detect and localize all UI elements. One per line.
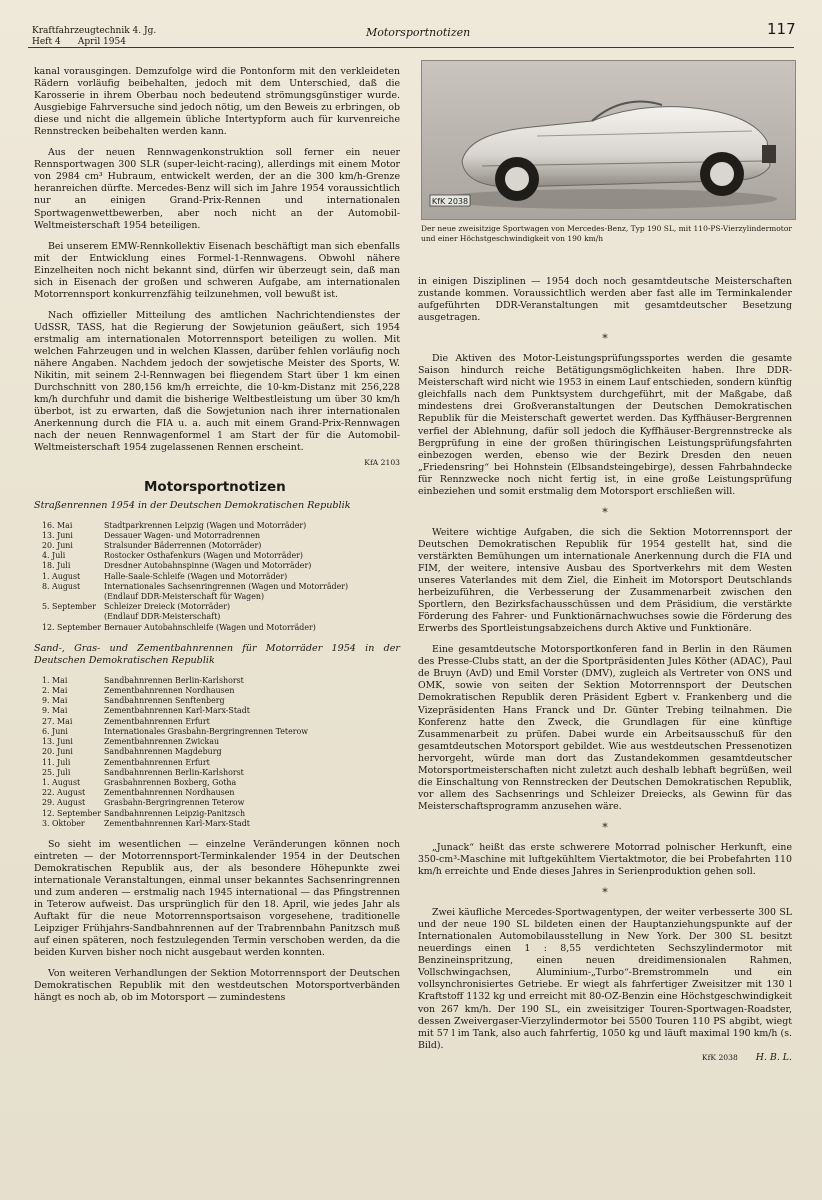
section-title: Motorsportnotizen <box>144 479 286 496</box>
schedule-row: 3. Oktober Zementbahnrennen Karl-Marx-Stadt <box>42 818 250 828</box>
track-racing-heading: Sand-, Gras- und Zementbahnrennen für Motorräder 1954 in der Deutschen Demokratischen Republik <box>34 642 400 666</box>
left-paragraph-5: So sieht im wesentlichen — einzelne Veränderungen können noch eintreten — der Motorrennsport-Terminkalender 1954 in der Deutschen Demokratischen Republik aus, der als besondere Höhepunkte zwei internationale Veranstaltungen, einmal unser bekanntes Sachsenringrennen und zum anderen — erstmalig nach 1945 international — das Pfingstrennen in Teterow aufweist. Das ursprünglich für den 18. April, wie jedes Jahr als Auftakt für die neue Motorrennsportsaison vorgesehene, traditionelle Leipziger Frühjahrs-Sandbahnrennen auf der Trabrennbahn Panitzsch muß auf einen späteren, noch festzulegenden Termin verschoben werden, da die beiden Kurven bisher noch nicht ausgebaut werden konnten. <box>34 838 400 959</box>
schedule-row: 20. Juni Sandbahnrennen Magdeburg <box>42 747 222 757</box>
schedule-row: (Endlauf DDR-Meisterschaft für Wagen) <box>104 591 265 601</box>
separator-asterisk: * <box>602 505 608 519</box>
schedule-row: 27. Mai Zementbahnrennen Erfurt <box>42 716 210 726</box>
schedule-row: 18. Juli Dresdner Autobahnspinne (Wagen und Motorräder) <box>42 561 312 571</box>
right-column <box>418 276 792 1064</box>
schedule-row: 4. Juli Rostocker Osthafenkurs (Wagen und Motorräder) <box>42 551 303 561</box>
journal-info <box>32 26 156 48</box>
left-column <box>34 66 400 1014</box>
right-paragraph-2: Die Aktiven des Motor-Leistungsprüfungssportes werden die gesamte Saison hindurch reiche Betätigungsmöglichkeiten haben. Ihre DDR-Meisterschaft wird nicht wie 1953 in einem Lauf entschieden, sondern künftig gleichfalls nach dem Punktsystem durchgeführt, mit der Maßgabe, daß mindestens drei Großveranstaltungen der Deutschen Demokratischen Republik für die Meisterschaft gewertet werden. Das Kyffhäuser-Bergrennen verfiel der Ablehnung, dafür soll jedoch die Kyffhäuser-Bergrennstrecke als Bergprüfung in eine der großen thüringischen Leistungsprüfungsfahrten einbezogen werden, ebenso wie der Bezirk Dresden den neuen „Friedensring“ bei Hohnstein (Elbsandsteingebirge), dessen Fahrbahndecke für Rennzwecke noch nicht fertig ist, in eine große Leistungsprüfung einbeziehen und somit erstmalig dem Motorsport erschließen will. <box>418 353 793 497</box>
schedule-row: 25. Juli Sandbahnrennen Berlin-Karlshorst <box>42 767 244 777</box>
schedule-row: 11. Juli Zementbahnrennen Erfurt <box>42 757 210 767</box>
separator-asterisk: * <box>602 886 608 900</box>
schedule-row: (Endlauf DDR-Meisterschaft) <box>104 612 221 622</box>
left-paragraph-1: kanal vorausgingen. Demzufolge wird die Pontonform mit den verkleideten Rädern vorläufig beibehalten, jedoch mit dem Unterschied, daß die Karosserie in ihrem Oberbau noch bedeutend strömungsgünstiger wurde. Ausgiebige Fahrversuche sind jedoch nötig, um den Beweis zu erbringen, ob diese und nicht die allgemein übliche Intertypform auch für kurvenreiche Rennstrecken beibehalten werden kann. <box>34 66 400 138</box>
schedule-row: 12. September Sandbahnrennen Leipzig-Panitzsch <box>42 808 246 818</box>
schedule-row: 13. Juni Dessauer Wagen- und Motorradrennen <box>42 530 261 540</box>
running-head: Motorsportnotizen <box>366 26 471 39</box>
road-racing-heading: Straßenrennen 1954 in der Deutschen Demokratischen Republik <box>34 499 351 511</box>
left-paragraph-2: Aus der neuen Rennwagenkonstruktion soll ferner ein neuer Rennsportwagen 300 SLR (super-leicht-racing), allerdings mit einem Motor von 2984 cm³ Hubraum, entwickelt werden, der an die 300 km/h-Grenze heranreichen dürfte. Mercedes-Benz will sich im Jahre 1954 voraussichtlich nur an einigen Grand-Prix-Rennen und internationalen Sportwagenwettbewerben, aber noch nicht an der Automobil-Weltmeisterschaft 1954 beteiligen. <box>34 147 400 231</box>
journal-line-1: Kraftfahrzeugtechnik 4. Jg. <box>32 26 157 36</box>
schedule-row: 29. August Grasbahn-Bergringrennen Teterow <box>42 798 245 808</box>
left-paragraph-4: Nach offizieller Mitteilung des amtlichen Nachrichtendienstes der UdSSR, TASS, hat die Regierung der Sowjetunion geäußert, sich 1954 erstmalig am internationalen Motorrennsport beteiligen zu wollen. Mit welchen Fahrzeugen und in welchen Klassen, darüber fehlen vorläufig noch nähere Angaben. Nachdem jedoch der sowjetische Meister des Sports, W. Nikitin, mit seinem 2-l-Rennwagen bei fliegendem Start über 1 km einen Durchschnitt von 280,156 km/h erreichte, die 10-km-Distanz mit 256,228 km/h durchfuhr und damit die bisherige Weltbestleistung um über 30 km/h überbot, ist zu erwarten, daß die Sowjetunion nach ihrer internationalen Anerkennung durch die FIA u. a. auch mit einem Grand-Prix-Rennwagen nach der neuen Rennwagenformel 1 am Start der für die Automobil-Weltmeisterschaft 1954 zugelassenen Rennen erscheint. <box>34 309 400 454</box>
signature-line <box>418 1052 792 1064</box>
mercedes-190sl-image <box>422 61 795 219</box>
schedule-row: 8. August Internationales Sachsenringrennen (Wagen und Motorräder) <box>42 581 349 591</box>
schedule-row: 20. Juni Stralsunder Bäderrennen (Motorräder) <box>42 540 262 550</box>
schedule-row: 13. Juni Zementbahnrennen Zwickau <box>42 737 220 747</box>
schedule-row: 16. Mai Stadtparkrennen Leipzig (Wagen und Motorräder) <box>42 520 307 530</box>
separator-asterisk: * <box>602 820 608 834</box>
right-paragraph-5: „Junack“ heißt das erste schwerere Motorrad polnischer Herkunft, eine 350-cm³-Maschine mit luftgekühltem Viertaktmotor, die bei Probefahrten 110 km/h erreichte und Ende dieses Jahres in Serienproduktion gehen soll. <box>418 841 792 878</box>
right-paragraph-3: Weitere wichtige Aufgaben, die sich die Sektion Motorrennsport der Deutschen Demokratischen Republik für 1954 gestellt hat, sind die verstärkten Bemühungen um internationale Anerkennung durch die FIA und FIM, der weitere, intensive Ausbau des Sportverkehrs mit dem Westen unseres Vaterlandes mit dem Ziel, die Einheit im Motorsport Deutschlands herbeizuführen, die Verbesserung der Zusammenarbeit zwischen den Sportlern, den Bezirksfachausschüssen und dem Präsidium, die verstärkte Förderung des Fahrer- und Funktionärnachwuchses sowie die Förderung des Erwerbs des Sportleistungsabzeichens durch Aktive und Funktionäre. <box>418 526 792 635</box>
schedule-row: 1. August Halle-Saale-Schleife (Wagen und Motorräder) <box>42 571 288 581</box>
page-number: 117 <box>767 20 796 38</box>
car-photo <box>421 60 796 220</box>
schedule-row: 12. September Bernauer Autobahnschleife (Wagen und Motorräder) <box>42 622 316 632</box>
schedule-row: 6. Juni Internationales Grasbahn-Bergringrennen Teterow <box>42 726 309 736</box>
photo-plate: KfK 2038 <box>431 197 469 206</box>
left-paragraph-6: Von weiteren Verhandlungen der Sektion Motorrennsport der Deutschen Demokratischen Republik mit den westdeutschen Motorsportverbänden hängt es noch ab, ob im Motorsport — zumindestens <box>34 968 400 1004</box>
header-rule <box>28 47 794 48</box>
right-paragraph-4: Eine gesamtdeutsche Motorsportkonferen fand in Berlin in den Räumen des Presse-Clubs statt, an der die Sportpräsidenten Jules Köther (ADAC), Paul de Bruyn (AvD) und Emil Vorster (DMV), zugleich als Vertreter von ONS und OMK, sowie von seiten der Sektion Motorrennsport der Deutschen Demokratischen Republik deren Präsident Egbert v. Frankenberg und die Vizepräsidenten Hans Franck und Dr. Günter Trebing teilnahmen. Die Konferenz hatte den Zweck, die Grundlagen für eine künftige Zusammenarbeit zu prüfen. Dabei wurde ein Arbeitsausschuß für den gesamtdeutschen Motorsport gebildet. Wie aus westdeutschen Pressenotizen hervorgeht, würde man dort das Zustandekommen gesamtdeutscher Motorsportmeisterschaften nicht zuletzt auch deshalb lebhaft begrüßen, weil die Einschaltung von Rennstrecken der Deutschen Demokratischen Republik, vor allem des Sachsenrings und Schleizer Dreiecks, als Gewinn für das Meisterschaftsprogramm anzusehen wäre. <box>418 644 792 812</box>
road-racing-schedule <box>34 521 400 633</box>
schedule-row: 9. Mai Sandbahnrennen Senftenberg <box>42 696 225 706</box>
schedule-row: 22. August Zementbahnrennen Nordhausen <box>42 788 235 798</box>
article-reference: KfA 2103 <box>364 458 400 468</box>
schedule-row: 9. Mai Zementbahnrennen Karl-Marx-Stadt <box>42 706 250 716</box>
author-initials: H. B. L. <box>755 1051 792 1063</box>
right-paragraph-6: Zwei käufliche Mercedes-Sportwagentypen, der weiter verbesserte 300 SL und der neue 190 SL bildeten einen der Hauptanziehungspunkte auf der Internationalen Automobilausstellung in New York. Der 300 SL besitzt neuerdings einen 1 : 8,55 verdichteten Sechszylindermotor mit Benzineinspritzung, einen neuen dreidimensionalen Rahmen, Vollschwingachsen, Aluminium-„Turbo“-Bremstrommeln und ein vollsynchronisiertes Getriebe. Er wiegt als fahrfertiger Zweisitzer mit 130 l Kraftstoff 1132 kg und erreicht mit 80-OZ-Benzin eine Höchstgeschwindigkeit von 267 km/h. Der 190 SL, ein zweisitziger Touren-Sportwagen-Roadster, dessen Zweivergaser-Vierzylindermotor bei 5500 Touren 110 PS abgibt, wiegt mit 57 l im Tank, also auch fahrfertig, 1050 kg und läuft maximal 190 km/h (s. Bild). <box>418 907 792 1051</box>
track-racing-schedule <box>34 676 400 829</box>
figure-caption: Der neue zweisitzige Sportwagen von Mercedes-Benz, Typ 190 SL, mit 110-PS-Vierzylindermotor und einer Höchstgeschwindigkeit von 190 km/h <box>421 224 792 243</box>
article-reference: KfK 2038 <box>701 1052 738 1062</box>
right-paragraph-1: in einigen Disziplinen — 1954 doch noch gesamtdeutsche Meisterschaften zustande kommen. Voraussichtlich werden aber fast alle im Terminkalender aufgeführten DDR-Veranstaltungen mit gesamtdeutscher Besetzung ausgetragen. <box>418 276 792 324</box>
schedule-row: 1. Mai Sandbahnrennen Berlin-Karlshorst <box>42 675 244 685</box>
schedule-row: 2. Mai Zementbahnrennen Nordhausen <box>42 686 235 696</box>
schedule-row: 5. September Schleizer Dreieck (Motorräder) <box>42 602 231 612</box>
journal-line-2: Heft 4 April 1954 <box>32 37 126 47</box>
separator-asterisk: * <box>602 332 608 346</box>
left-paragraph-3: Bei unserem EMW-Rennkollektiv Eisenach beschäftigt man sich ebenfalls mit der Entwicklung eines Formel-1-Rennwagens. Obwohl nähere Einzelheiten noch nicht bekannt sind, dürfen wir überzeugt sein, daß man sich in Eisenach der großen und schweren Aufgabe, am internationalen Motorrennsport konkurrenzfähig teilzunehmen, voll bewußt ist. <box>34 240 400 300</box>
schedule-row: 1. August Grasbahnrennen Boxberg, Gotha <box>42 777 237 787</box>
